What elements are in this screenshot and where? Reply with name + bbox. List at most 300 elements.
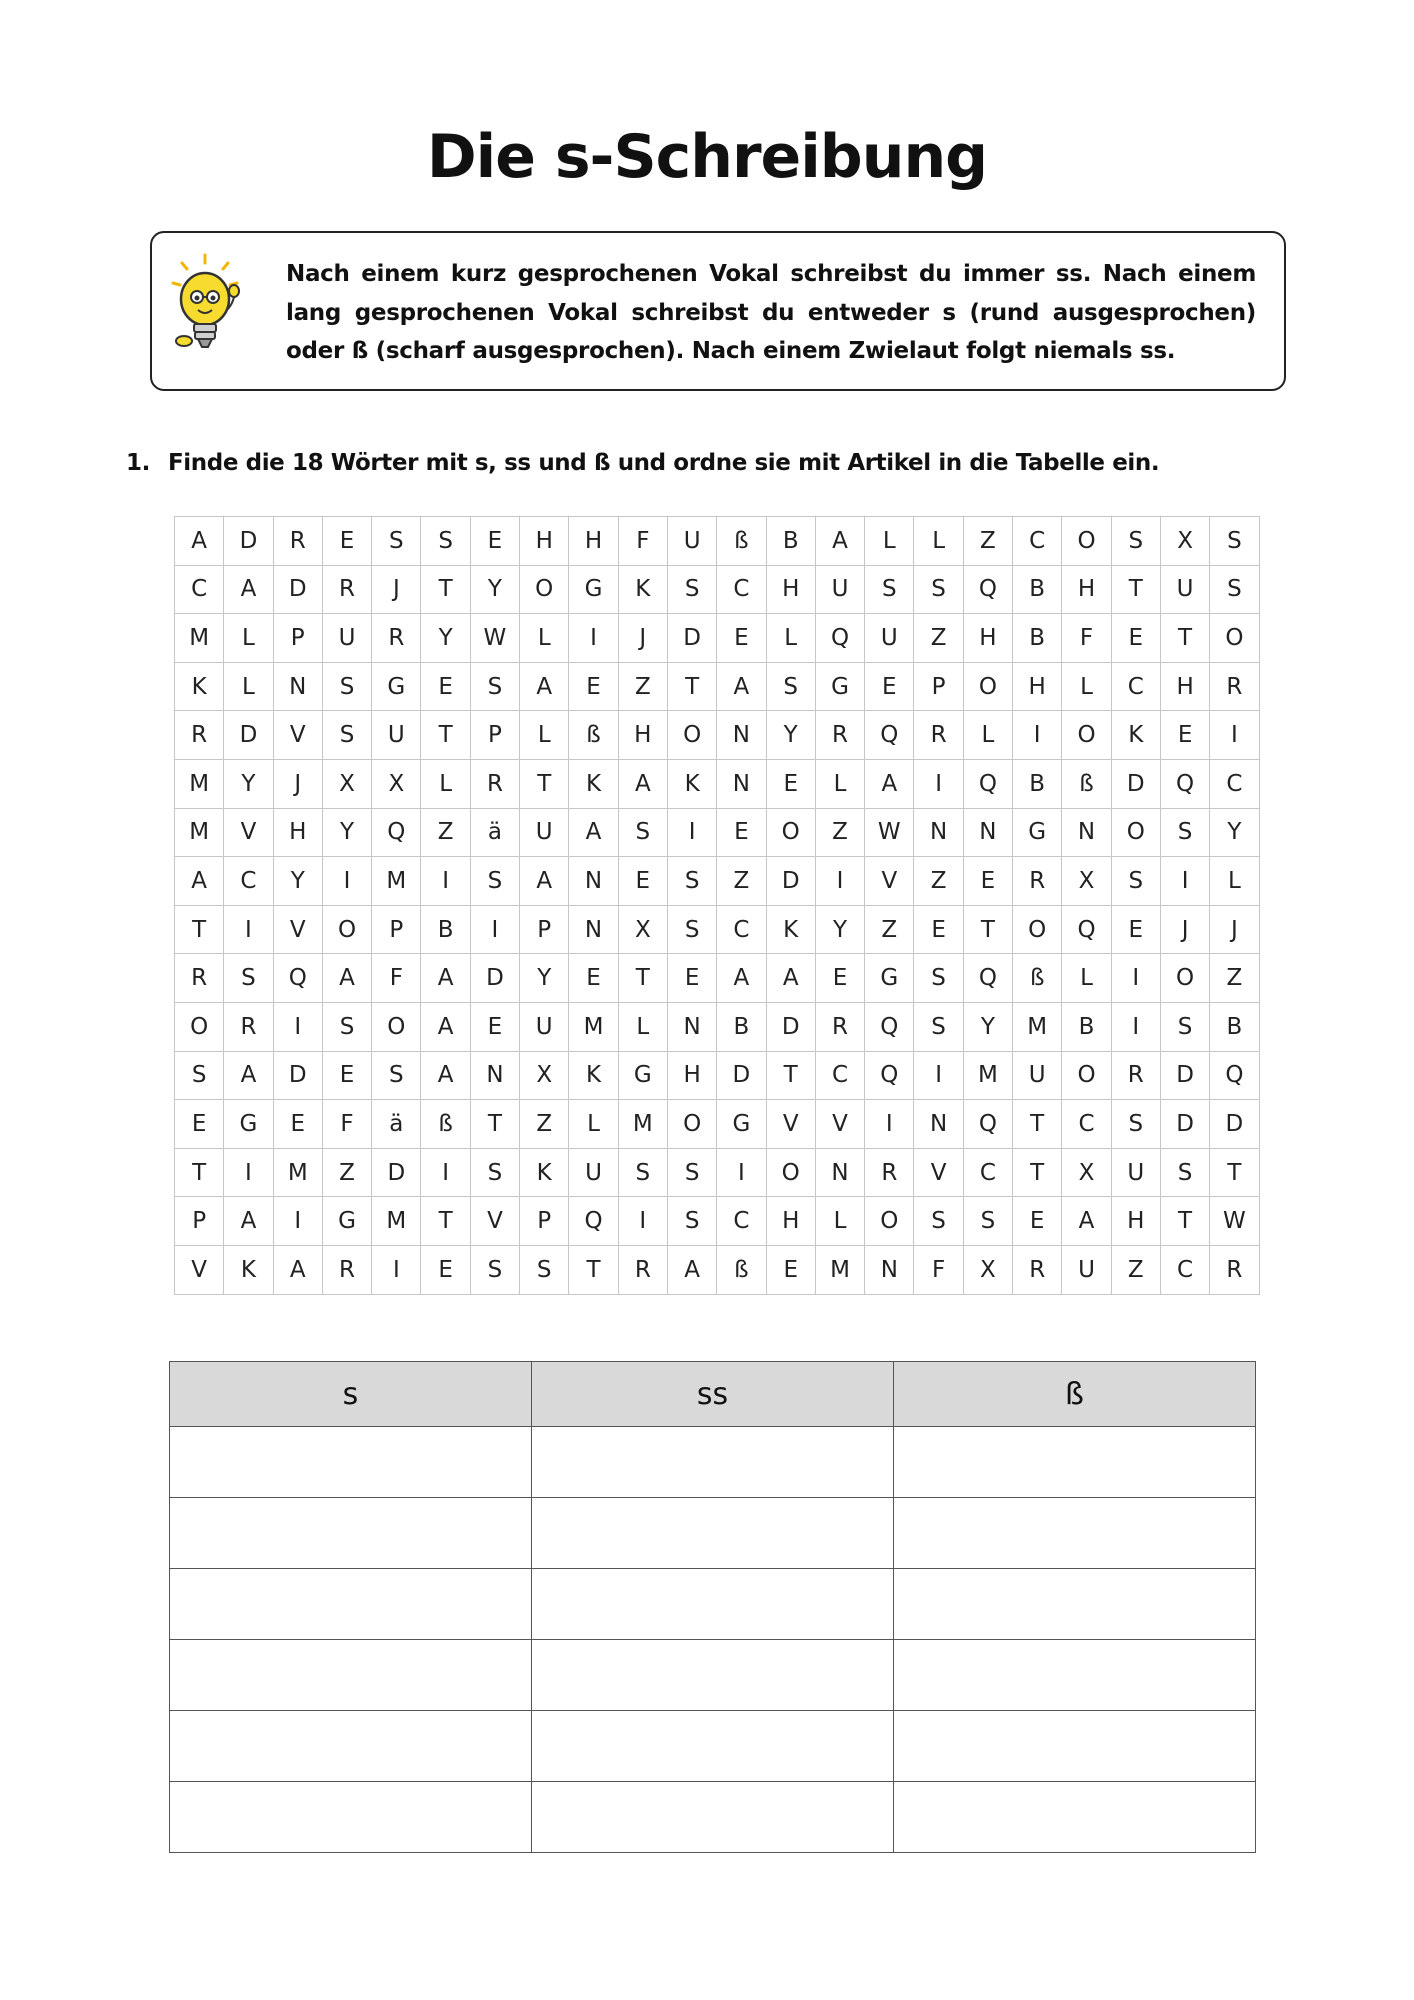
grid-letter[interactable]: Q xyxy=(273,954,322,1003)
grid-letter[interactable]: M xyxy=(175,759,224,808)
grid-letter[interactable]: T xyxy=(520,759,569,808)
grid-letter[interactable]: T xyxy=(618,954,667,1003)
grid-letter[interactable]: S xyxy=(1160,1002,1209,1051)
grid-letter[interactable]: M xyxy=(963,1051,1012,1100)
answer-cell[interactable] xyxy=(170,1640,532,1711)
grid-letter[interactable]: I xyxy=(421,857,470,906)
grid-letter[interactable]: L xyxy=(1210,857,1259,906)
grid-letter[interactable]: R xyxy=(1210,1245,1259,1294)
grid-letter[interactable]: X xyxy=(520,1051,569,1100)
grid-letter[interactable]: S xyxy=(618,1148,667,1197)
grid-letter[interactable]: E xyxy=(1013,1197,1062,1246)
grid-letter[interactable]: T xyxy=(667,662,716,711)
grid-letter[interactable]: N xyxy=(815,1148,864,1197)
grid-letter[interactable]: R xyxy=(865,1148,914,1197)
grid-letter[interactable]: J xyxy=(1160,905,1209,954)
grid-letter[interactable]: Y xyxy=(520,954,569,1003)
grid-letter[interactable]: S xyxy=(421,517,470,566)
grid-letter[interactable]: D xyxy=(717,1051,766,1100)
grid-letter[interactable]: I xyxy=(273,1002,322,1051)
grid-letter[interactable]: D xyxy=(470,954,519,1003)
grid-letter[interactable]: C xyxy=(963,1148,1012,1197)
grid-letter[interactable]: N xyxy=(569,905,618,954)
grid-letter[interactable]: A xyxy=(667,1245,716,1294)
grid-letter[interactable]: Y xyxy=(963,1002,1012,1051)
grid-letter[interactable]: Q xyxy=(963,1100,1012,1149)
grid-letter[interactable]: L xyxy=(865,517,914,566)
grid-letter[interactable]: M xyxy=(618,1100,667,1149)
grid-letter[interactable]: R xyxy=(224,1002,273,1051)
grid-letter[interactable]: N xyxy=(914,808,963,857)
grid-letter[interactable]: S xyxy=(1210,517,1259,566)
grid-letter[interactable]: D xyxy=(667,614,716,663)
grid-letter[interactable]: H xyxy=(1013,662,1062,711)
grid-letter[interactable]: S xyxy=(470,857,519,906)
grid-letter[interactable]: S xyxy=(470,1245,519,1294)
grid-letter[interactable]: Q xyxy=(1210,1051,1259,1100)
grid-letter[interactable]: Q xyxy=(815,614,864,663)
grid-letter[interactable]: E xyxy=(175,1100,224,1149)
grid-letter[interactable]: A xyxy=(815,517,864,566)
grid-letter[interactable]: T xyxy=(421,565,470,614)
grid-letter[interactable]: G xyxy=(1013,808,1062,857)
grid-letter[interactable]: A xyxy=(273,1245,322,1294)
grid-letter[interactable]: O xyxy=(766,1148,815,1197)
grid-letter[interactable]: A xyxy=(766,954,815,1003)
answer-cell[interactable] xyxy=(170,1782,532,1853)
grid-letter[interactable]: R xyxy=(914,711,963,760)
grid-letter[interactable]: D xyxy=(1111,759,1160,808)
grid-letter[interactable]: Z xyxy=(421,808,470,857)
grid-letter[interactable]: V xyxy=(224,808,273,857)
grid-letter[interactable]: C xyxy=(1210,759,1259,808)
grid-letter[interactable]: H xyxy=(766,565,815,614)
grid-letter[interactable]: E xyxy=(717,808,766,857)
grid-letter[interactable]: E xyxy=(865,662,914,711)
grid-letter[interactable]: L xyxy=(766,614,815,663)
grid-letter[interactable]: H xyxy=(569,517,618,566)
grid-letter[interactable]: C xyxy=(1111,662,1160,711)
grid-letter[interactable]: X xyxy=(618,905,667,954)
grid-letter[interactable]: V xyxy=(865,857,914,906)
grid-letter[interactable]: I xyxy=(372,1245,421,1294)
grid-letter[interactable]: H xyxy=(618,711,667,760)
grid-letter[interactable]: S xyxy=(322,711,371,760)
grid-letter[interactable]: Y xyxy=(322,808,371,857)
grid-letter[interactable]: W xyxy=(1210,1197,1259,1246)
grid-letter[interactable]: N xyxy=(667,1002,716,1051)
grid-letter[interactable]: ß xyxy=(1013,954,1062,1003)
grid-letter[interactable]: K xyxy=(618,565,667,614)
grid-letter[interactable]: I xyxy=(224,905,273,954)
grid-letter[interactable]: N xyxy=(717,711,766,760)
answer-cell[interactable] xyxy=(532,1782,894,1853)
grid-letter[interactable]: S xyxy=(914,1002,963,1051)
grid-letter[interactable]: I xyxy=(914,759,963,808)
grid-letter[interactable]: Z xyxy=(717,857,766,906)
grid-letter[interactable]: V xyxy=(175,1245,224,1294)
grid-letter[interactable]: L xyxy=(963,711,1012,760)
grid-letter[interactable]: N xyxy=(865,1245,914,1294)
grid-letter[interactable]: S xyxy=(470,662,519,711)
grid-letter[interactable]: B xyxy=(1013,614,1062,663)
grid-letter[interactable]: C xyxy=(175,565,224,614)
answer-cell[interactable] xyxy=(170,1498,532,1569)
grid-letter[interactable]: V xyxy=(815,1100,864,1149)
grid-letter[interactable]: I xyxy=(224,1148,273,1197)
grid-letter[interactable]: N xyxy=(963,808,1012,857)
grid-letter[interactable]: U xyxy=(372,711,421,760)
grid-letter[interactable]: Q xyxy=(1062,905,1111,954)
grid-letter[interactable]: P xyxy=(520,1197,569,1246)
grid-letter[interactable]: ä xyxy=(470,808,519,857)
grid-letter[interactable]: T xyxy=(1160,614,1209,663)
grid-letter[interactable]: F xyxy=(914,1245,963,1294)
grid-letter[interactable]: U xyxy=(1160,565,1209,614)
grid-letter[interactable]: N xyxy=(914,1100,963,1149)
grid-letter[interactable]: P xyxy=(372,905,421,954)
grid-letter[interactable]: H xyxy=(1111,1197,1160,1246)
grid-letter[interactable]: A xyxy=(618,759,667,808)
answer-cell[interactable] xyxy=(532,1569,894,1640)
grid-letter[interactable]: Z xyxy=(914,614,963,663)
grid-letter[interactable]: S xyxy=(618,808,667,857)
grid-letter[interactable]: K xyxy=(569,1051,618,1100)
grid-letter[interactable]: T xyxy=(766,1051,815,1100)
grid-letter[interactable]: S xyxy=(1210,565,1259,614)
grid-letter[interactable]: G xyxy=(372,662,421,711)
grid-letter[interactable]: Q xyxy=(963,759,1012,808)
grid-letter[interactable]: E xyxy=(322,517,371,566)
grid-letter[interactable]: O xyxy=(322,905,371,954)
grid-letter[interactable]: O xyxy=(1062,711,1111,760)
grid-letter[interactable]: X xyxy=(1062,1148,1111,1197)
grid-letter[interactable]: B xyxy=(1013,759,1062,808)
grid-letter[interactable]: ä xyxy=(372,1100,421,1149)
grid-letter[interactable]: F xyxy=(372,954,421,1003)
grid-letter[interactable]: O xyxy=(1111,808,1160,857)
grid-letter[interactable]: U xyxy=(569,1148,618,1197)
grid-letter[interactable]: R xyxy=(322,1245,371,1294)
grid-letter[interactable]: U xyxy=(1013,1051,1062,1100)
grid-letter[interactable]: ß xyxy=(569,711,618,760)
grid-letter[interactable]: S xyxy=(963,1197,1012,1246)
grid-letter[interactable]: Y xyxy=(815,905,864,954)
answer-cell[interactable] xyxy=(894,1782,1256,1853)
grid-letter[interactable]: A xyxy=(421,1051,470,1100)
grid-letter[interactable]: S xyxy=(224,954,273,1003)
grid-letter[interactable]: Z xyxy=(865,905,914,954)
grid-letter[interactable]: V xyxy=(470,1197,519,1246)
grid-letter[interactable]: B xyxy=(1062,1002,1111,1051)
grid-letter[interactable]: R xyxy=(1111,1051,1160,1100)
grid-letter[interactable]: E xyxy=(421,662,470,711)
grid-letter[interactable]: B xyxy=(421,905,470,954)
grid-letter[interactable]: U xyxy=(667,517,716,566)
grid-letter[interactable]: Y xyxy=(470,565,519,614)
grid-letter[interactable]: G xyxy=(717,1100,766,1149)
grid-letter[interactable]: R xyxy=(175,711,224,760)
grid-letter[interactable]: F xyxy=(1062,614,1111,663)
grid-letter[interactable]: K xyxy=(569,759,618,808)
grid-letter[interactable]: M xyxy=(372,1197,421,1246)
grid-letter[interactable]: N xyxy=(717,759,766,808)
grid-letter[interactable]: E xyxy=(766,1245,815,1294)
grid-letter[interactable]: F xyxy=(322,1100,371,1149)
answer-cell[interactable] xyxy=(170,1711,532,1782)
grid-letter[interactable]: Z xyxy=(815,808,864,857)
grid-letter[interactable]: D xyxy=(1160,1100,1209,1149)
grid-letter[interactable]: T xyxy=(470,1100,519,1149)
grid-letter[interactable]: I xyxy=(273,1197,322,1246)
grid-letter[interactable]: K xyxy=(1111,711,1160,760)
grid-letter[interactable]: Q xyxy=(1160,759,1209,808)
grid-letter[interactable]: E xyxy=(470,517,519,566)
grid-letter[interactable]: B xyxy=(1210,1002,1259,1051)
grid-letter[interactable]: T xyxy=(1013,1100,1062,1149)
grid-letter[interactable]: X xyxy=(1062,857,1111,906)
grid-letter[interactable]: D xyxy=(1210,1100,1259,1149)
grid-letter[interactable]: L xyxy=(815,1197,864,1246)
grid-letter[interactable]: Z xyxy=(618,662,667,711)
grid-letter[interactable]: G xyxy=(322,1197,371,1246)
grid-letter[interactable]: Y xyxy=(224,759,273,808)
grid-letter[interactable]: K xyxy=(224,1245,273,1294)
grid-letter[interactable]: R xyxy=(1210,662,1259,711)
grid-letter[interactable]: G xyxy=(815,662,864,711)
grid-letter[interactable]: ß xyxy=(421,1100,470,1149)
grid-letter[interactable]: L xyxy=(815,759,864,808)
grid-letter[interactable]: S xyxy=(667,905,716,954)
grid-letter[interactable]: T xyxy=(175,905,224,954)
grid-letter[interactable]: Z xyxy=(1111,1245,1160,1294)
grid-letter[interactable]: P xyxy=(273,614,322,663)
grid-letter[interactable]: Z xyxy=(520,1100,569,1149)
grid-letter[interactable]: H xyxy=(1160,662,1209,711)
grid-letter[interactable]: Q xyxy=(963,565,1012,614)
grid-letter[interactable]: D xyxy=(224,517,273,566)
grid-letter[interactable]: E xyxy=(569,954,618,1003)
grid-letter[interactable]: E xyxy=(421,1245,470,1294)
grid-letter[interactable]: Z xyxy=(963,517,1012,566)
answer-cell[interactable] xyxy=(894,1640,1256,1711)
grid-letter[interactable]: L xyxy=(569,1100,618,1149)
grid-letter[interactable]: E xyxy=(322,1051,371,1100)
grid-letter[interactable]: Q xyxy=(372,808,421,857)
grid-letter[interactable]: M xyxy=(1013,1002,1062,1051)
answer-cell[interactable] xyxy=(894,1569,1256,1640)
grid-letter[interactable]: I xyxy=(569,614,618,663)
grid-letter[interactable]: G xyxy=(865,954,914,1003)
grid-letter[interactable]: K xyxy=(766,905,815,954)
grid-letter[interactable]: H xyxy=(963,614,1012,663)
grid-letter[interactable]: A xyxy=(717,662,766,711)
grid-letter[interactable]: J xyxy=(372,565,421,614)
grid-letter[interactable]: V xyxy=(273,711,322,760)
grid-letter[interactable]: T xyxy=(175,1148,224,1197)
grid-letter[interactable]: H xyxy=(520,517,569,566)
grid-letter[interactable]: L xyxy=(520,614,569,663)
grid-letter[interactable]: K xyxy=(175,662,224,711)
grid-letter[interactable]: Z xyxy=(322,1148,371,1197)
grid-letter[interactable]: R xyxy=(470,759,519,808)
grid-letter[interactable]: C xyxy=(717,1197,766,1246)
grid-letter[interactable]: J xyxy=(1210,905,1259,954)
grid-letter[interactable]: Y xyxy=(421,614,470,663)
grid-letter[interactable]: R xyxy=(1013,1245,1062,1294)
grid-letter[interactable]: A xyxy=(224,1051,273,1100)
grid-letter[interactable]: W xyxy=(470,614,519,663)
grid-letter[interactable]: A xyxy=(224,565,273,614)
grid-letter[interactable]: S xyxy=(175,1051,224,1100)
grid-letter[interactable]: O xyxy=(1062,517,1111,566)
grid-letter[interactable]: O xyxy=(1013,905,1062,954)
grid-letter[interactable]: V xyxy=(914,1148,963,1197)
grid-letter[interactable]: O xyxy=(372,1002,421,1051)
grid-letter[interactable]: Q xyxy=(963,954,1012,1003)
grid-letter[interactable]: U xyxy=(815,565,864,614)
grid-letter[interactable]: T xyxy=(963,905,1012,954)
grid-letter[interactable]: O xyxy=(963,662,1012,711)
grid-letter[interactable]: O xyxy=(865,1197,914,1246)
grid-letter[interactable]: I xyxy=(322,857,371,906)
grid-letter[interactable]: L xyxy=(224,662,273,711)
grid-letter[interactable]: O xyxy=(1160,954,1209,1003)
grid-letter[interactable]: T xyxy=(1013,1148,1062,1197)
grid-letter[interactable]: S xyxy=(1111,1100,1160,1149)
grid-letter[interactable]: E xyxy=(914,905,963,954)
grid-letter[interactable]: O xyxy=(1210,614,1259,663)
grid-letter[interactable]: H xyxy=(273,808,322,857)
grid-letter[interactable]: L xyxy=(1062,662,1111,711)
grid-letter[interactable]: S xyxy=(322,662,371,711)
grid-letter[interactable]: R xyxy=(618,1245,667,1294)
answer-cell[interactable] xyxy=(894,1498,1256,1569)
grid-letter[interactable]: B xyxy=(717,1002,766,1051)
grid-letter[interactable]: S xyxy=(470,1148,519,1197)
grid-letter[interactable]: C xyxy=(815,1051,864,1100)
grid-letter[interactable]: C xyxy=(1160,1245,1209,1294)
answer-cell[interactable] xyxy=(170,1427,532,1498)
grid-letter[interactable]: P xyxy=(520,905,569,954)
grid-letter[interactable]: R xyxy=(322,565,371,614)
grid-letter[interactable]: S xyxy=(766,662,815,711)
grid-letter[interactable]: E xyxy=(1111,905,1160,954)
grid-letter[interactable]: L xyxy=(914,517,963,566)
grid-letter[interactable]: S xyxy=(914,954,963,1003)
grid-letter[interactable]: S xyxy=(914,565,963,614)
grid-letter[interactable]: J xyxy=(618,614,667,663)
grid-letter[interactable]: M xyxy=(273,1148,322,1197)
grid-letter[interactable]: Q xyxy=(569,1197,618,1246)
grid-letter[interactable]: C xyxy=(717,905,766,954)
grid-letter[interactable]: D xyxy=(1160,1051,1209,1100)
grid-letter[interactable]: A xyxy=(175,857,224,906)
grid-letter[interactable]: O xyxy=(766,808,815,857)
grid-letter[interactable]: T xyxy=(421,1197,470,1246)
grid-letter[interactable]: V xyxy=(766,1100,815,1149)
grid-letter[interactable]: S xyxy=(667,1197,716,1246)
grid-letter[interactable]: S xyxy=(1111,857,1160,906)
grid-letter[interactable]: I xyxy=(865,1100,914,1149)
grid-letter[interactable]: U xyxy=(865,614,914,663)
grid-letter[interactable]: A xyxy=(1062,1197,1111,1246)
grid-letter[interactable]: N xyxy=(569,857,618,906)
grid-letter[interactable]: M xyxy=(372,857,421,906)
grid-letter[interactable]: S xyxy=(520,1245,569,1294)
grid-letter[interactable]: A xyxy=(421,954,470,1003)
grid-letter[interactable]: R xyxy=(815,1002,864,1051)
grid-letter[interactable]: X xyxy=(963,1245,1012,1294)
grid-letter[interactable]: O xyxy=(175,1002,224,1051)
grid-letter[interactable]: K xyxy=(520,1148,569,1197)
grid-letter[interactable]: ß xyxy=(717,517,766,566)
answer-cell[interactable] xyxy=(532,1711,894,1782)
grid-letter[interactable]: S xyxy=(667,857,716,906)
grid-letter[interactable]: I xyxy=(1111,1002,1160,1051)
grid-letter[interactable]: L xyxy=(421,759,470,808)
grid-letter[interactable]: T xyxy=(1160,1197,1209,1246)
grid-letter[interactable]: G xyxy=(569,565,618,614)
grid-letter[interactable]: E xyxy=(470,1002,519,1051)
grid-letter[interactable]: H xyxy=(667,1051,716,1100)
grid-letter[interactable]: ß xyxy=(717,1245,766,1294)
grid-letter[interactable]: G xyxy=(618,1051,667,1100)
grid-letter[interactable]: O xyxy=(1062,1051,1111,1100)
answer-cell[interactable] xyxy=(532,1498,894,1569)
grid-letter[interactable]: A xyxy=(322,954,371,1003)
grid-letter[interactable]: G xyxy=(224,1100,273,1149)
grid-letter[interactable]: S xyxy=(1111,517,1160,566)
grid-letter[interactable]: D xyxy=(273,565,322,614)
grid-letter[interactable]: D xyxy=(372,1148,421,1197)
grid-letter[interactable]: R xyxy=(815,711,864,760)
grid-letter[interactable]: I xyxy=(717,1148,766,1197)
grid-letter[interactable]: S xyxy=(322,1002,371,1051)
grid-letter[interactable]: S xyxy=(372,1051,421,1100)
grid-letter[interactable]: A xyxy=(175,517,224,566)
grid-letter[interactable]: A xyxy=(717,954,766,1003)
grid-letter[interactable]: R xyxy=(372,614,421,663)
grid-letter[interactable]: I xyxy=(914,1051,963,1100)
grid-letter[interactable]: E xyxy=(963,857,1012,906)
grid-letter[interactable]: L xyxy=(618,1002,667,1051)
grid-letter[interactable]: S xyxy=(667,565,716,614)
grid-letter[interactable]: C xyxy=(224,857,273,906)
grid-letter[interactable]: I xyxy=(618,1197,667,1246)
grid-letter[interactable]: S xyxy=(1160,1148,1209,1197)
grid-letter[interactable]: Y xyxy=(766,711,815,760)
answer-cell[interactable] xyxy=(894,1427,1256,1498)
grid-letter[interactable]: I xyxy=(1111,954,1160,1003)
grid-letter[interactable]: I xyxy=(470,905,519,954)
grid-letter[interactable]: Z xyxy=(1210,954,1259,1003)
answer-cell[interactable] xyxy=(170,1569,532,1640)
grid-letter[interactable]: D xyxy=(766,1002,815,1051)
grid-letter[interactable]: C xyxy=(717,565,766,614)
grid-letter[interactable]: C xyxy=(1062,1100,1111,1149)
grid-letter[interactable]: P xyxy=(470,711,519,760)
grid-letter[interactable]: Q xyxy=(865,1051,914,1100)
grid-letter[interactable]: E xyxy=(667,954,716,1003)
grid-letter[interactable]: E xyxy=(1111,614,1160,663)
grid-letter[interactable]: S xyxy=(372,517,421,566)
grid-letter[interactable]: X xyxy=(372,759,421,808)
answer-cell[interactable] xyxy=(532,1640,894,1711)
grid-letter[interactable]: K xyxy=(667,759,716,808)
grid-letter[interactable]: A xyxy=(569,808,618,857)
grid-letter[interactable]: A xyxy=(865,759,914,808)
